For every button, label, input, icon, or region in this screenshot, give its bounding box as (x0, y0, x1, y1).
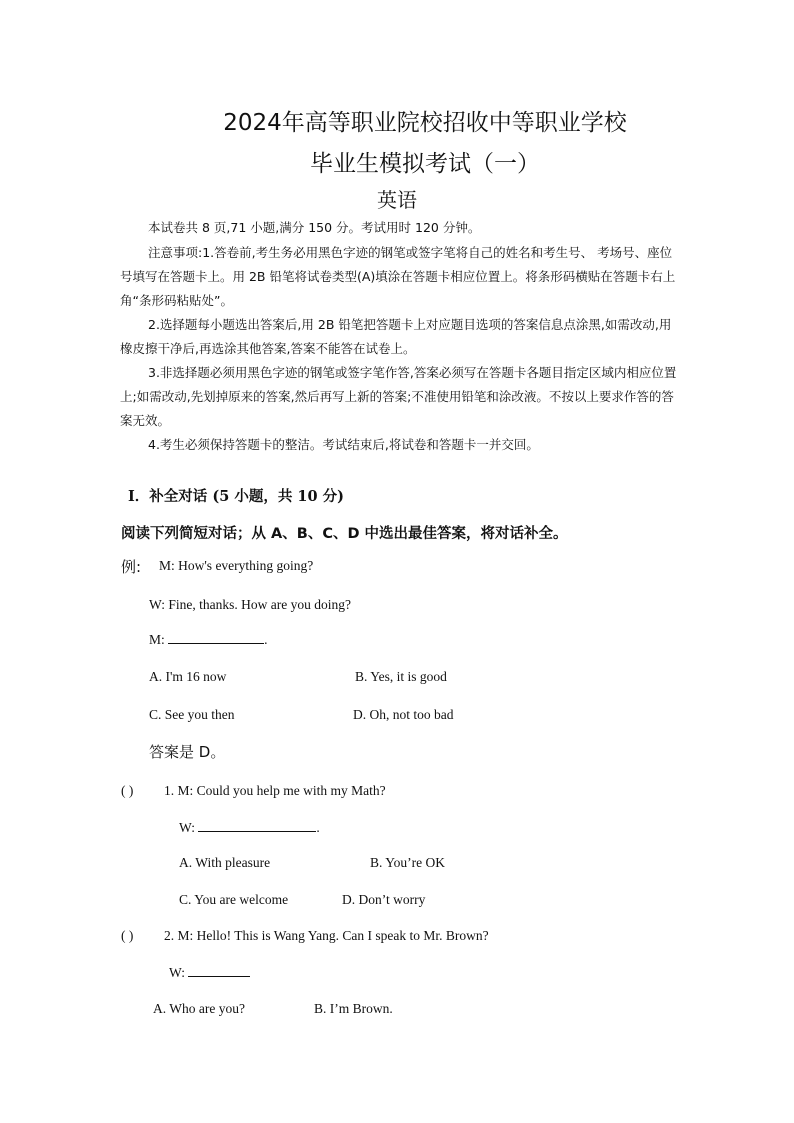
exam-subject: 英语 (377, 188, 417, 212)
example-m2-end: . (264, 632, 268, 647)
q2-reply (169, 964, 250, 981)
notice-item-3: 3.非选择题必须用黑色字迹的钢笔或签字笔作答,答案必须写在答题卡各题目指定区域内相应位置上;如需改动,先划掉原来的答案,然后再写上新的答案;不准使用铅笔和涂改液。不按以上要求作答的答案无效。 (120, 365, 677, 428)
q2-paren: ( ) (121, 928, 134, 943)
example-m1: M: How's everything going? (159, 558, 314, 573)
example-label: 例: (121, 558, 142, 576)
exam-title-line2: 毕业生模拟考试（一） (310, 151, 540, 177)
q2-reply-label: W: (169, 965, 185, 980)
notice-item-2: 2.选择题每小题选出答案后,用 2B 铅笔把答题卡上对应题目选项的答案信息点涂黑,如需改动,用橡皮擦干净后,再选涂其他答案,答案不能答在试卷上。 (120, 317, 672, 356)
example-answer: 答案是 D。 (149, 743, 226, 761)
q1-reply-end: . (316, 820, 320, 835)
example-option-d: D. Oh, not too bad (353, 707, 454, 722)
q1-paren: ( ) (121, 783, 134, 798)
q1-option-d: D. Don’t worry (342, 892, 426, 907)
exam-info: 本试卷共 8 页,71 小题,满分 150 分。考试用时 120 分钟。 (148, 220, 481, 235)
answer-blank (168, 631, 264, 644)
q1-option-b: B. You’re OK (370, 855, 446, 870)
q2-option-b: B. I’m Brown. (314, 1001, 393, 1016)
notice-item-4: 4.考生必须保持答题卡的整洁。考试结束后,将试卷和答题卡一并交回。 (148, 437, 539, 452)
example-option-a: A. I'm 16 now (149, 669, 227, 684)
exam-title-line1: 2024年高等职业院校招收中等职业学校 (223, 110, 627, 136)
section-heading: Ⅰ．补全对话 (5 小题，共 10 分) (128, 488, 344, 505)
q2-prompt: 2. M: Hello! This is Wang Yang. Can I speak to Mr. Brown? (164, 928, 489, 943)
q1-reply-label: W: (179, 820, 195, 835)
answer-blank (188, 964, 250, 977)
example-m2 (149, 631, 268, 648)
example-m2-label: M: (149, 632, 165, 647)
q2-option-a: A. Who are you? (153, 1001, 245, 1016)
q1-prompt: 1. M: Could you help me with my Math? (164, 783, 386, 798)
example-option-b: B. Yes, it is good (355, 669, 447, 684)
answer-blank (198, 819, 316, 832)
q1-option-a: A. With pleasure (179, 855, 271, 870)
notice-item-1: 注意事项:1.答卷前,考生务必用黑色字迹的钢笔或签字笔将自己的姓名和考生号、 考场号、座位号填写在答题卡上。用 2B 铅笔将试卷类型(A)填涂在答题卡相应位置上。将条形码横贴在答题卡右上角“条形码粘贴处”。 (120, 245, 676, 308)
example-w1: W: Fine, thanks. How are you doing? (149, 597, 351, 612)
q1-option-c: C. You are welcome (179, 892, 289, 907)
example-option-c: C. See you then (149, 707, 235, 722)
q1-reply (179, 819, 320, 836)
section-instruction: 阅读下列简短对话；从 A、B、C、D 中选出最佳答案，将对话补全。 (121, 526, 568, 542)
